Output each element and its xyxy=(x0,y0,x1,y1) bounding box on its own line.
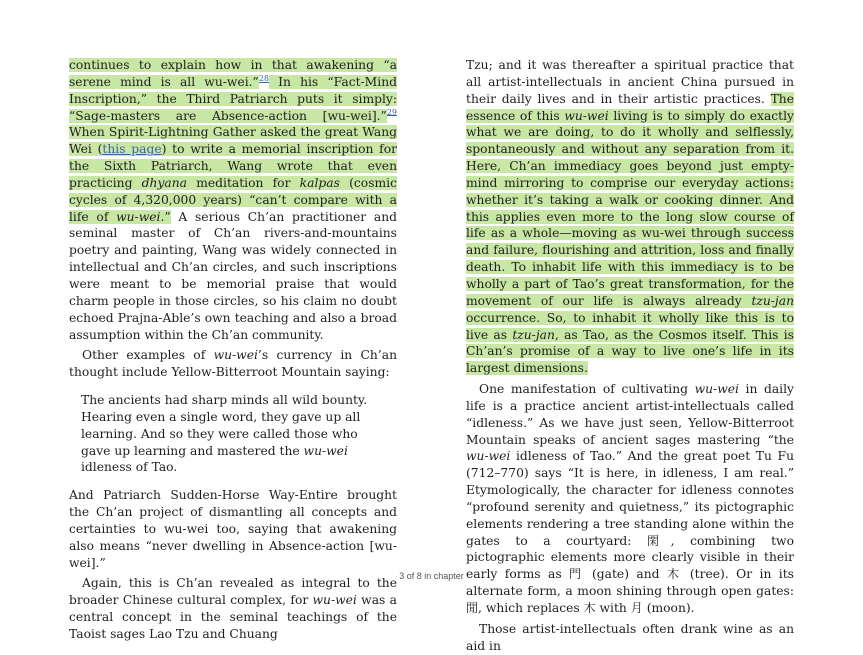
italic-term: wu-wei xyxy=(213,348,258,363)
quote-text: idleness of Tao. xyxy=(81,460,178,475)
highlight[interactable]: continues to explain how in that awakening “a serene mind is all wu-wei.” xyxy=(69,58,397,89)
paragraph xyxy=(69,347,397,381)
quote-text: The ancients had sharp minds all wild bounty. Hearing even a single word, they gave up all learning. And so they were called those who gave up learning and mastered the xyxy=(81,393,368,458)
paragraph: Those artist-intellectuals often drank wine as an aid in xyxy=(466,621,794,653)
body-text: ’s currency in Ch’an thought include Yellow-Bitterroot Mountain saying: xyxy=(69,348,397,380)
body-text: (moon). xyxy=(642,601,695,615)
body-text: with xyxy=(595,601,631,615)
highlight-italic[interactable]: wu-wei xyxy=(564,108,609,123)
italic-term: wu-wei xyxy=(466,449,511,464)
body-text: Tzu; and it was thereafter a spiritual practice that all artist-intellectuals in ancient China pursued in their daily lives and in their artistic practices. xyxy=(466,58,794,106)
footnote-link[interactable]: 28 xyxy=(258,73,270,83)
gate-glyph: 門 xyxy=(569,567,585,582)
moon-glyph: 月 xyxy=(630,601,643,615)
highlight[interactable]: living is to simply do exactly what we are doing, to do it wholly and selflessly, spontaneously and without any separation from it. Here, Ch’an immediacy goes beyond just empty-mind mirroring to comprise our everyday actions: whether it’s taking a walk or cooking dinner. And this applies even more to the long slow course of life as a whole—moving as wu-wei through success and failure, flourishing and attrition, loss and finally death. To inhabit life with this immediacy is to be wholly a part of Tao’s great transformation, for the movement of our life is always already xyxy=(466,108,794,308)
footnote-link[interactable]: 29 xyxy=(386,107,397,117)
tree-glyph: 木 xyxy=(666,567,683,582)
body-text: A serious Ch’an practitioner and seminal master of Ch’an rivers-and-mountains poetry and painting, Wang was widely connected in intellectual and Ch’an circles, and such inscriptions were meant to be memorial praise that would charm people in those circles, so his claim no doubt echoed Prajna-Able’s own teaching and also a broad assumption within the Ch’an community. xyxy=(69,209,398,342)
paragraph xyxy=(69,575,397,642)
italic-term: wu-wei xyxy=(694,382,739,397)
paragraph xyxy=(466,57,794,377)
highlight-italic[interactable]: dhyana xyxy=(141,175,187,190)
highlight[interactable]: When Spirit-Lightning Gather asked the great Wang Wei ( xyxy=(69,125,397,157)
body-text: in daily life is a practice ancient artist-intellectuals called “idleness.” As we have just seen, Yellow-Bitterroot Mountain speaks of ancient sages mastering “the xyxy=(466,382,794,447)
highlight[interactable]: (cosmic cycles of 4,320,000 years) “can’t compare with a life of xyxy=(69,175,397,224)
body-text: (gate) and xyxy=(584,567,667,582)
italic-term: wu-wei xyxy=(303,443,348,458)
highlight-italic[interactable]: wu-wei xyxy=(116,209,161,224)
paragraph: And Patriarch Sudden-Horse Way-Entire brought the Ch’an project of dismantling all concepts and certainties to wu-wei too, saying that awakening also means “never dwelling in Absence-action [wu-wei].” xyxy=(69,488,397,570)
idleness-glyph: 閑 xyxy=(646,533,671,548)
italic-term: wu-wei xyxy=(312,593,357,608)
highlight[interactable]: ) to write a memorial inscription for the Sixth Patriarch, Wang wrote that even practicing xyxy=(69,142,397,190)
idleness-alt-glyph: 閒 xyxy=(466,601,479,615)
body-text: idleness of Tao.” And the great poet Tu Fu (712–770) says “It is here, in idleness, I am real.” Etymologically, the character for idleness connotes “profound serenity and quietness,” its pictographic elements rendering a tree standing alone within the gates to a courtyard: xyxy=(466,449,794,548)
right-column xyxy=(466,57,794,655)
body-text: , combining two pictographic elements more clearly visible in their early forms as xyxy=(466,533,794,582)
body-text: Again, this is Ch’an revealed as integral to the broader Chinese cultural complex, for xyxy=(69,576,397,608)
highlight[interactable]: .” xyxy=(160,209,171,224)
highlight[interactable]: The essence of this xyxy=(466,91,794,123)
paragraph xyxy=(69,57,397,343)
highlight[interactable]: , as Tao, as the Cosmos itself. This is Ch’an’s promise of a way to live one’s life in its largest dimensions. xyxy=(466,327,794,376)
highlight[interactable]: occurrence. So, to inhabit it wholly like this is to live as xyxy=(466,310,794,342)
block-quote xyxy=(81,392,385,476)
highlight-italic[interactable]: tzu-jan xyxy=(512,327,555,342)
body-text: , which replaces xyxy=(478,601,584,615)
page-indicator: 3 of 8 in chapter xyxy=(399,571,464,581)
tree-glyph: 木 xyxy=(583,601,596,615)
highlight[interactable]: In his “Fact-Mind Inscription,” the Third Patriarch puts it simply: “Sage-masters are Absence-action [wu-wei].” xyxy=(69,74,397,123)
highlight-italic[interactable]: kalpas xyxy=(299,175,340,190)
body-text: Other examples of xyxy=(82,348,214,363)
highlight-italic[interactable]: tzu-jan xyxy=(751,293,794,308)
paragraph xyxy=(466,381,794,617)
body-text: One manifestation of cultivating xyxy=(479,382,695,397)
this-page-link[interactable]: this page xyxy=(102,142,162,157)
left-column xyxy=(69,57,397,643)
body-text: was a central concept in the seminal teachings of the Taoist sages Lao Tzu and Chuang xyxy=(69,593,397,641)
body-text: (tree). Or in its alternate form, a moon shining through open gates: xyxy=(466,567,794,599)
highlight[interactable]: meditation for xyxy=(187,175,300,190)
